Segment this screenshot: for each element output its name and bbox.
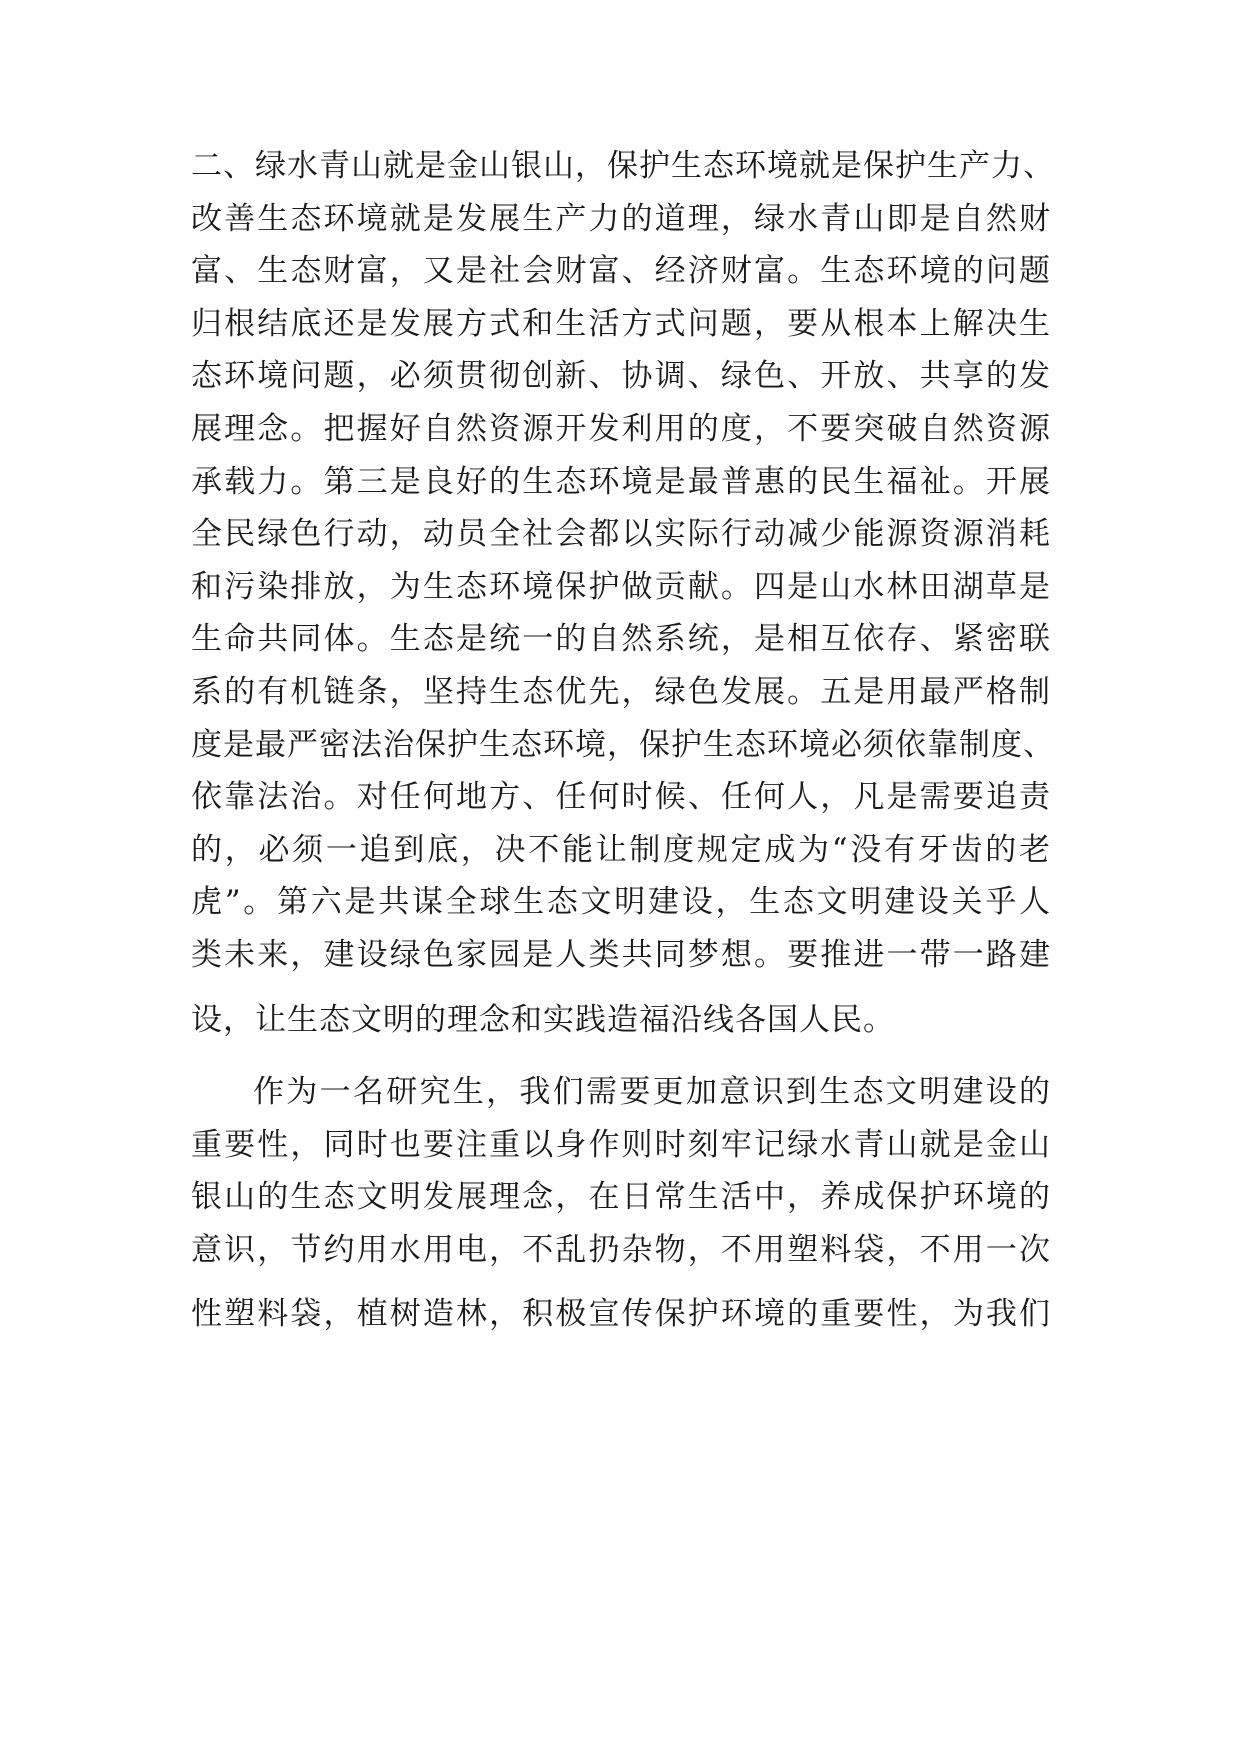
paragraph-1 [191,140,1055,1046]
text-line: 展理念。把握好自然资源开发利用的度，不要突破自然资源 [191,410,1051,447]
text-line: 设，让生态文明的理念和实践造福沿线各国人民。 [191,1001,895,1038]
text-line: 系的有机链条，坚持生态优先，绿色发展。五是用最严格制 [191,673,1051,710]
text-line: 和污染排放，为生态环境保护做贡献。四是山水林田湖草是 [191,568,1051,605]
text-line: 性塑料袋，植树造林，积极宣传保护环境的重要性，为我们 [191,1296,1051,1333]
text-line: 态环境问题，必须贯彻创新、协调、绿色、开放、共享的发 [191,358,1051,395]
text-line: 依靠法治。对任何地方、任何时候、任何人，凡是需要追责 [191,779,1051,816]
text-line: 类未来，建设绿色家园是人类共同梦想。要推进一带一路建 [191,936,1051,973]
text-line: 作为一名研究生，我们需要更加意识到生态文明建设的 [253,1074,1051,1111]
text-line: 全民绿色行动，动员全社会都以实际行动减少能源资源消耗 [191,516,1051,553]
text-line: 虎”。第六是共谋全球生态文明建设，生态文明建设关乎人 [191,884,1051,921]
text-line: 的，必须一追到底，决不能让制度规定成为“没有牙齿的老 [191,831,1051,868]
line-gap [191,982,1051,994]
text-line: 度是最严密法治保护生态环境，保护生态环境必须依靠制度、 [191,726,1055,763]
text-line: 二、绿水青山就是金山银山，保护生态环境就是保护生产力、 [191,148,1055,184]
text-line: 改善生态环境就是发展生产力的道理，绿水青山即是自然财 [191,200,1051,237]
text-line: 归根结底还是发展方式和生活方式问题，要从根本上解决生 [191,305,1051,342]
text-line: 意识，节约用水用电，不乱扔杂物，不用塑料袋，不用一次 [191,1231,1051,1268]
body-text [191,140,1055,1341]
text-line: 重要性，同时也要注重以身作则时刻牢记绿水青山就是金山 [191,1126,1051,1163]
paragraph-2 [191,1066,1051,1341]
text-line: 生命共同体。生态是统一的自然系统，是相互依存、紧密联 [191,621,1051,658]
line-gap [191,1276,1051,1288]
text-line: 银山的生态文明发展理念，在日常生活中，养成保护环境的 [191,1179,1051,1216]
text-line: 承载力。第三是良好的生态环境是最普惠的民生福祉。开展 [191,463,1051,500]
text-line: 富、生态财富，又是社会财富、经济财富。生态环境的问题 [191,253,1051,290]
paragraph-gap [191,1046,1051,1066]
